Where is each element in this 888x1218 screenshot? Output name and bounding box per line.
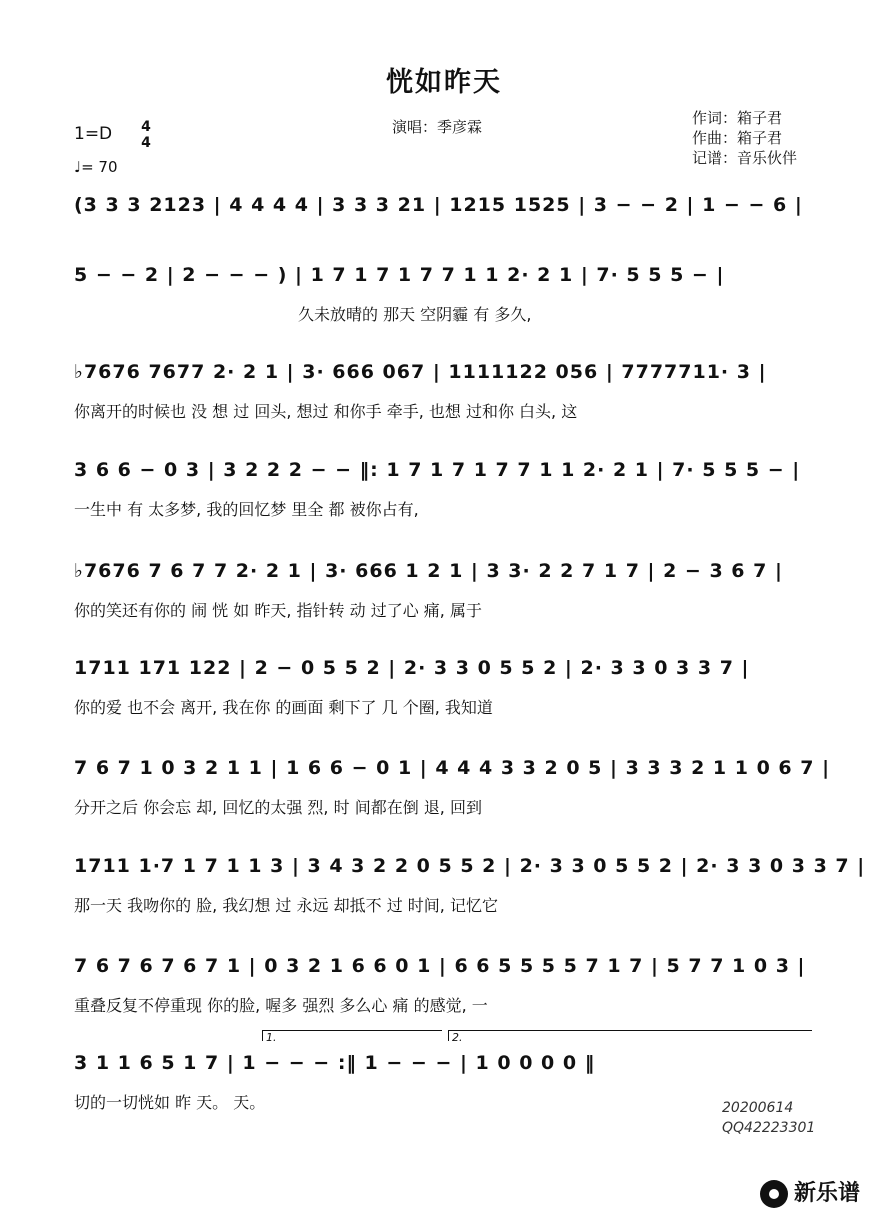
- notation: 1711 1·7 1 7 1 1 3 | 3 4 3 2 2 0 5 5 2 | 2· 3 3 0 5 5 2 | 2· 3 3 0 3 3 7 |: [74, 855, 866, 877]
- lyrics: 久未放晴的 那天 空阴霾 有 多久,: [298, 305, 532, 324]
- disc-icon: [760, 1180, 788, 1208]
- score-line-5: [74, 560, 822, 620]
- singer-credit: 演唱：季彦霖: [392, 118, 483, 136]
- composer-credit: 作曲：箱子君: [692, 129, 783, 147]
- lyrics: 重叠反复不停重现 你的脸, 喔多 强烈 多么心 痛 的感觉, 一: [74, 996, 488, 1015]
- score-line-6: [74, 657, 822, 717]
- site-logo: [760, 1176, 860, 1208]
- notation: ♭7676 7 6 7 7 2· 2 1 | 3· 666 1 2 1 | 3 3· 2 2 7 1 7 | 2 − 3 6 7 |: [74, 560, 783, 582]
- tempo-marking: ♩= 70: [74, 158, 118, 176]
- transcriber-qq: QQ42223301: [722, 1120, 816, 1136]
- meter-top: 4: [141, 119, 151, 135]
- lyrics: 那一天 我吻你的 脸, 我幻想 过 永远 却抵不 过 时间, 记忆它: [74, 896, 498, 915]
- lyrics: 你离开的时候也 没 想 过 回头, 想过 和你手 牵手, 也想 过和你 白头, 这: [74, 402, 578, 421]
- time-signature: [138, 119, 154, 151]
- notation: 3 1 1 6 5 1 7 | 1 − − − :‖ 1 − − − | 1 0 0 0 0 ‖: [74, 1052, 596, 1074]
- notation: 1711 171 122 | 2 − 0 5 5 2 | 2· 3 3 0 5 5 2 | 2· 3 3 0 3 3 7 |: [74, 657, 750, 679]
- lyrics: 一生中 有 太多梦, 我的回忆梦 里全 都 被你占有,: [74, 500, 419, 519]
- logo-text: 新乐谱: [794, 1181, 861, 1206]
- transcriber-credit: 记谱：音乐伙伴: [692, 149, 798, 167]
- notation: (3 3 3 2123 | 4 4 4 4 | 3 3 3 21 | 1215 1525 | 3 − − 2 | 1 − − 6 |: [74, 194, 803, 216]
- lyrics: 分开之后 你会忘 却, 回忆的太强 烈, 时 间都在倒 退, 回到: [74, 798, 482, 817]
- notation: 7 6 7 6 7 6 7 1 | 0 3 2 1 6 6 0 1 | 6 6 5 5 5 5 7 1 7 | 5 7 7 1 0 3 |: [74, 955, 806, 977]
- score-line-7: [74, 757, 831, 817]
- key-signature: 1=D: [74, 124, 113, 144]
- lyricist-credit: 作词：箱子君: [692, 109, 783, 127]
- lyrics: 你的笑还有你的 闹 恍 如 昨天, 指针转 动 过了心 痛, 属于: [74, 601, 482, 620]
- transcription-date: 20200614: [722, 1100, 794, 1116]
- volta-first-ending: 1.: [262, 1030, 442, 1041]
- notation: 7 6 7 1 0 3 2 1 1 | 1 6 6 − 0 1 | 4 4 4 3 3 2 0 5 | 3 3 3 2 1 1 0 6 7 |: [74, 757, 831, 779]
- score-line-3: [74, 361, 822, 421]
- transcription-info: [722, 1098, 815, 1138]
- notation: 5 − − 2 | 2 − − − ) | 1 7 1 7 1 7 7 1 1 2· 2 1 | 7· 5 5 5 − |: [74, 264, 725, 286]
- lyrics: 切的一切恍如 昨 天。 天。: [74, 1093, 266, 1112]
- notation: 3 6 6 − 0 3 | 3 2 2 2 − − ‖: 1 7 1 7 1 7 7 1 1 2· 2 1 | 7· 5 5 5 − |: [74, 459, 801, 481]
- score-line-4: [74, 459, 822, 519]
- score-line-2: [74, 264, 822, 324]
- credits: [692, 108, 797, 168]
- score-line-9: [74, 955, 822, 1015]
- score-line-8: [74, 855, 866, 915]
- volta-second-ending: 2.: [448, 1030, 812, 1041]
- song-title: 恍如昨天: [386, 67, 502, 98]
- meter-bottom: 4: [141, 135, 151, 151]
- lyrics: 你的爱 也不会 离开, 我在你 的画面 剩下了 几 个圈, 我知道: [74, 698, 493, 717]
- notation: ♭7676 7677 2· 2 1 | 3· 666 067 | 1111122 056 | 7777711· 3 |: [74, 361, 767, 383]
- score-line-1: [74, 194, 822, 238]
